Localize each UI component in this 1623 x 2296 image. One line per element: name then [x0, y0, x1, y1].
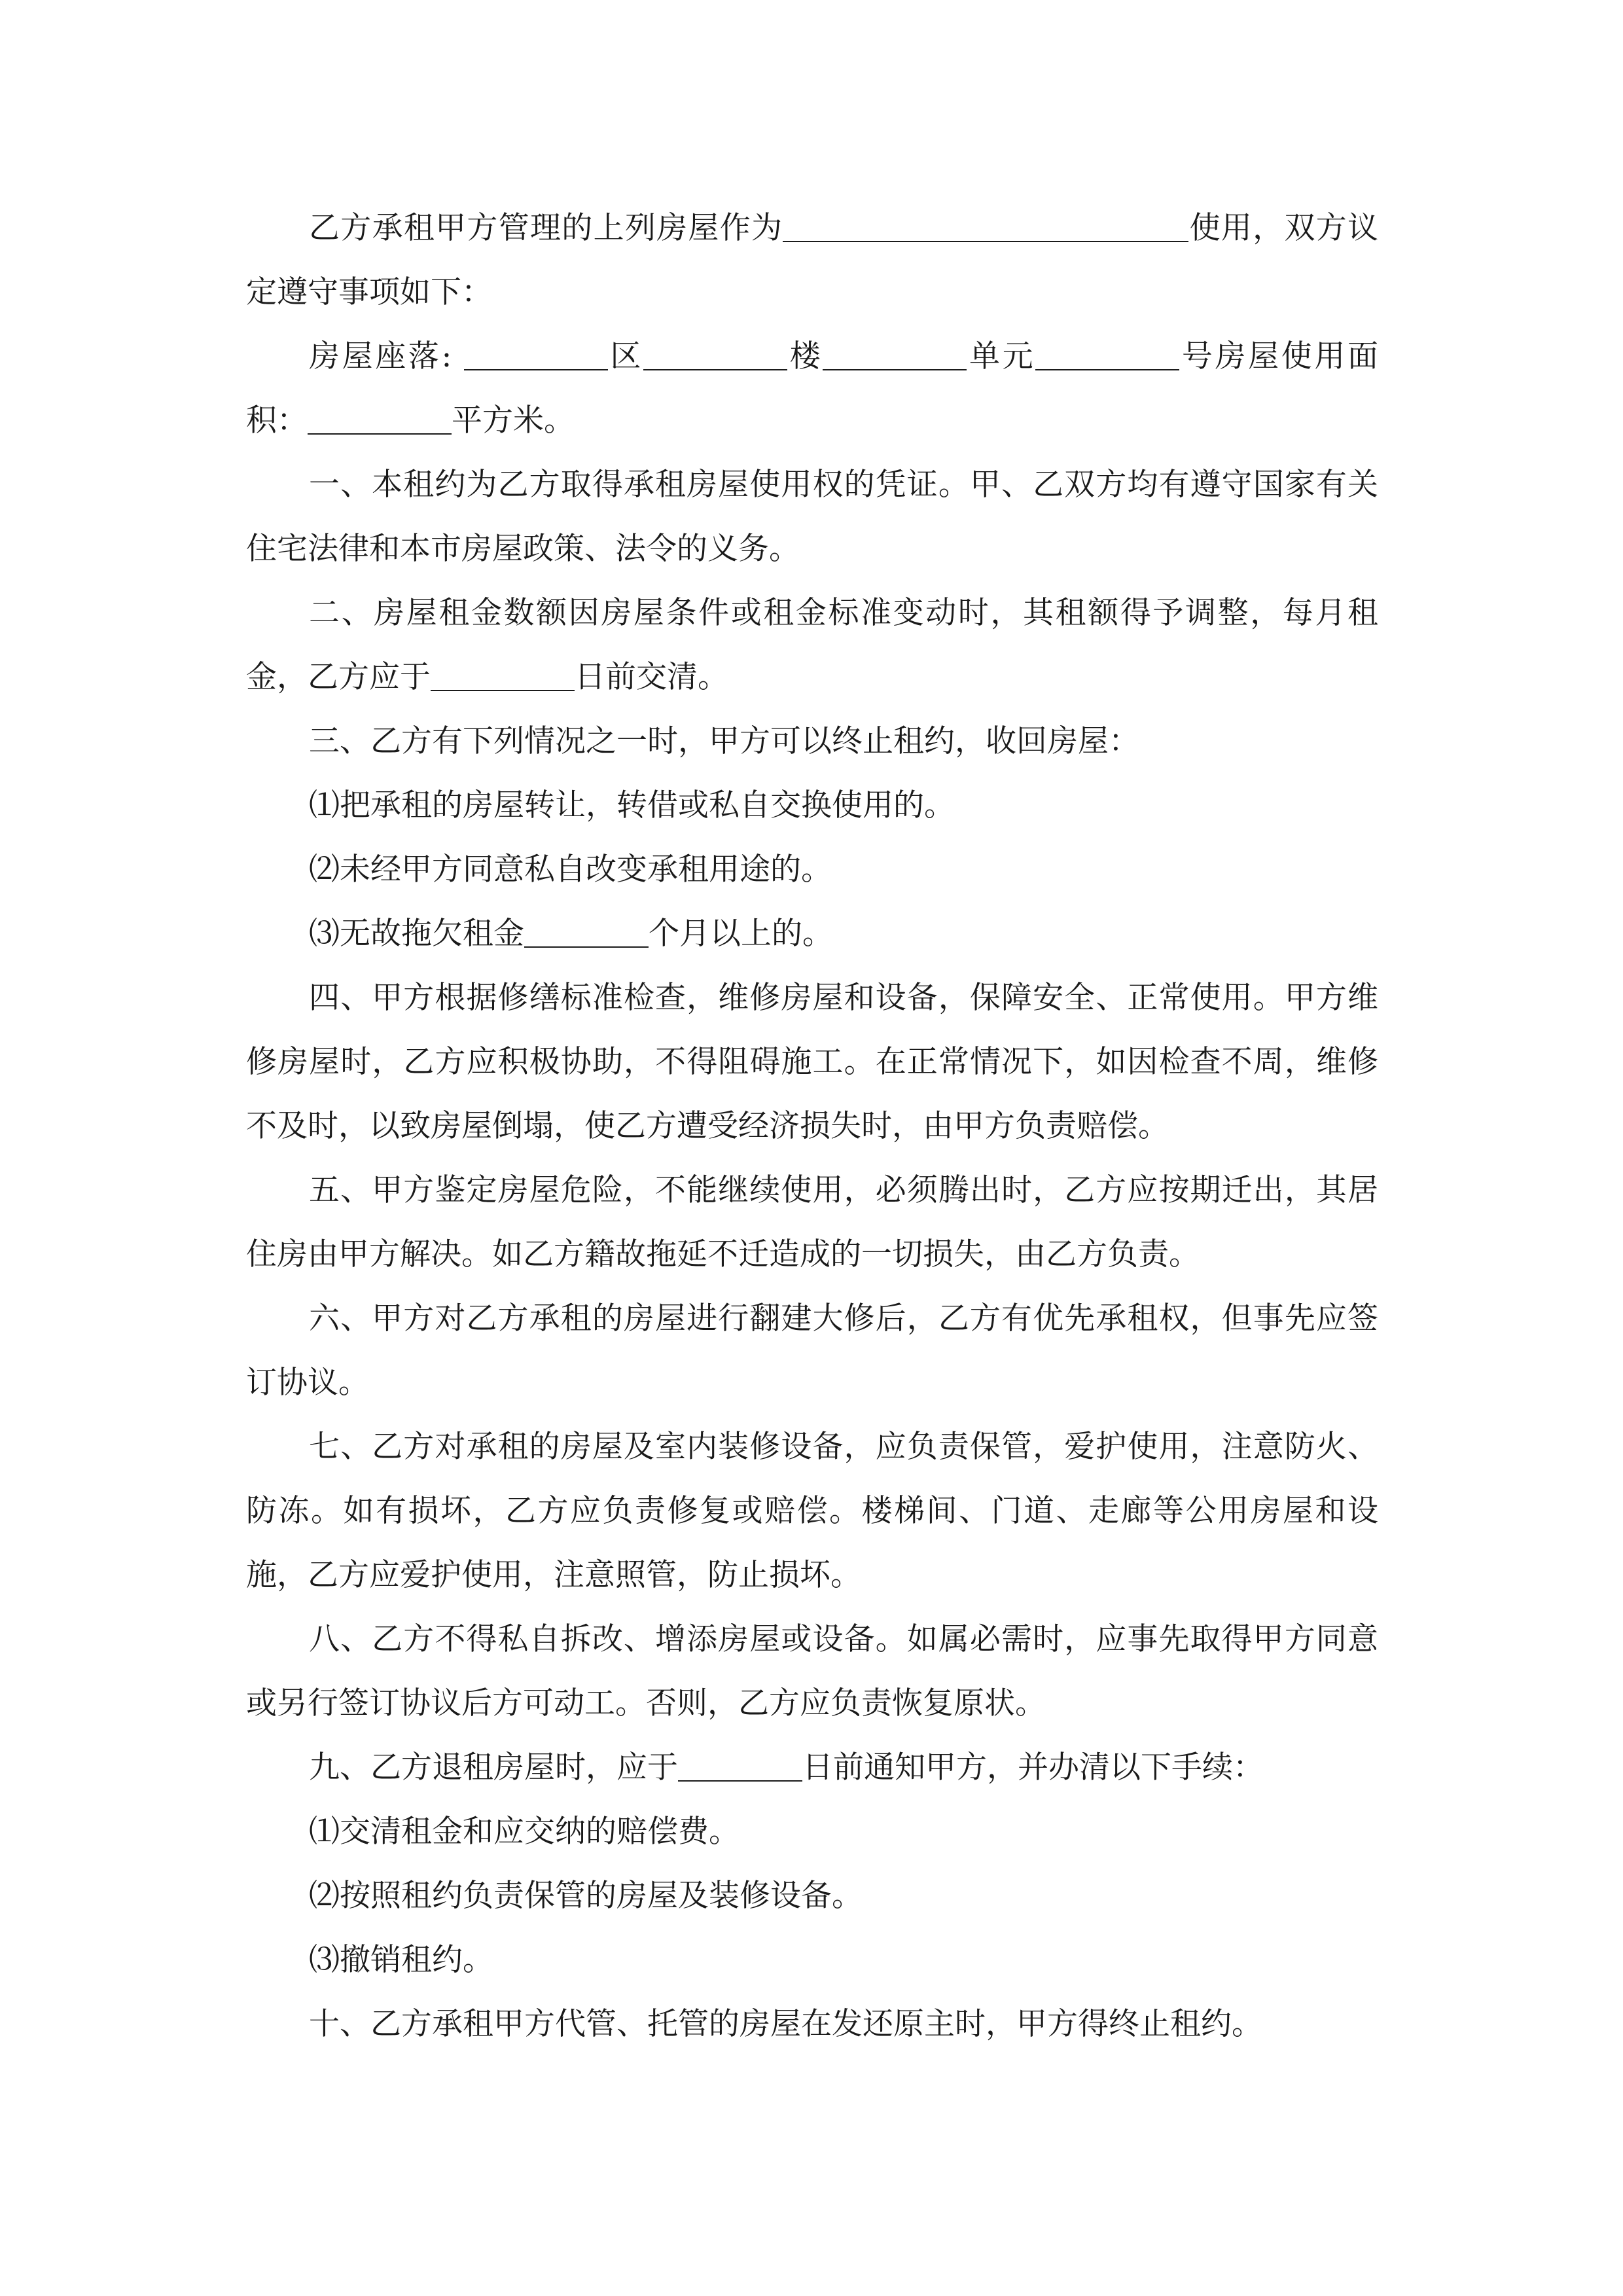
clause-10: 十、乙方承租甲方代管、托管的房屋在发还原主时，甲方得终止租约。: [309, 2006, 1262, 2042]
rent-due-blank[interactable]: [431, 657, 575, 691]
clause-6: 六、甲方对乙方承租的房屋进行翻建大修后，乙方有优先承租权，但事先应签订协议。: [246, 1300, 1378, 1401]
clause-3-item-3-text-1: ⑶无故拖欠租金: [309, 916, 524, 952]
usage-blank[interactable]: [783, 208, 1188, 242]
clause-9-item-2: ⑵按照租约负责保管的房屋及装修设备。: [309, 1878, 863, 1914]
area-blank[interactable]: [308, 401, 452, 434]
clause-3-item-3: [246, 902, 1378, 966]
building-label: 楼: [787, 338, 823, 374]
clause-3-heading: 三、乙方有下列情况之一时，甲方可以终止租约，收回房屋：: [309, 723, 1139, 759]
clause-2-text-1: 二、房屋租金数额因房屋条件或租金标准变动时，其租额得予调整，每月租金，乙方应于: [246, 595, 1378, 695]
clause-9-heading: [246, 1736, 1378, 1800]
unit-label: 单元: [967, 338, 1036, 374]
months-arrears-blank[interactable]: [524, 914, 649, 947]
clause-5: 五、甲方鉴定房屋危险，不能继续使用，必须腾出时，乙方应按期迁出，其居住房由甲方解决。如乙方籍故拖延不迁造成的一切损失，由乙方负责。: [246, 1172, 1378, 1272]
district-label: 区: [607, 338, 644, 374]
clause-2: [246, 581, 1378, 709]
notice-days-blank[interactable]: [678, 1748, 802, 1781]
unit-blank[interactable]: [1035, 336, 1179, 370]
street-blank[interactable]: [464, 336, 608, 370]
building-blank[interactable]: [823, 336, 967, 370]
location-label: 房屋座落:: [309, 338, 452, 374]
clause-1: 一、本租约为乙方取得承租房屋使用权的凭证。甲、乙双方均有遵守国家有关住宅法律和本市房屋政策、法令的义务。: [246, 467, 1378, 567]
room-area-label: 号房屋使用面积：: [246, 338, 1378, 439]
clause-2-text-2: 日前交清。: [575, 659, 728, 695]
clause-9-text-2: 日前通知甲方，并办清以下手续：: [802, 1749, 1264, 1785]
intro-text-2: 使用，双方议定遵守事项如下：: [246, 210, 1379, 310]
contract-page: [246, 196, 1378, 2056]
clause-4: 四、甲方根据修缮标准检查，维修房屋和设备，保障安全、正常使用。甲方维修房屋时，乙方应积极协助，不得阻碍施工。在正常情况下，如因检查不周，维修不及时，以致房屋倒塌，使乙方遭受经济损失时，由甲方负责赔偿。: [246, 980, 1378, 1144]
intro-text-1: 乙方承租甲方管理的上列房屋作为: [309, 210, 783, 246]
clause-9-item-1: ⑴交清租金和应交纳的赔偿费。: [309, 1814, 740, 1850]
clause-8: 八、乙方不得私自拆改、增添房屋或设备。如属必需时，应事先取得甲方同意或另行签订协议后方可动工。否则，乙方应负责恢复原状。: [246, 1621, 1378, 1721]
district-blank[interactable]: [643, 336, 787, 370]
clause-3-item-2: ⑵未经甲方同意私自改变承租用途的。: [309, 852, 832, 888]
location-paragraph: [246, 325, 1378, 453]
sqm-label: 平方米。: [452, 403, 575, 439]
intro-paragraph: [246, 196, 1378, 325]
clause-3-item-3-text-2: 个月以上的。: [649, 916, 833, 952]
clause-7: 七、乙方对承租的房屋及室内装修设备，应负责保管，爱护使用，注意防火、防冻。如有损坏，乙方应负责修复或赔偿。楼梯间、门道、走廊等公用房屋和设施，乙方应爱护使用，注意照管，防止损坏。: [246, 1429, 1378, 1593]
clause-3-item-1: ⑴把承租的房屋转让，转借或私自交换使用的。: [309, 787, 955, 823]
clause-9-item-3: ⑶撤销租约。: [309, 1942, 493, 1978]
clause-9-text-1: 九、乙方退租房屋时，应于: [309, 1749, 678, 1785]
